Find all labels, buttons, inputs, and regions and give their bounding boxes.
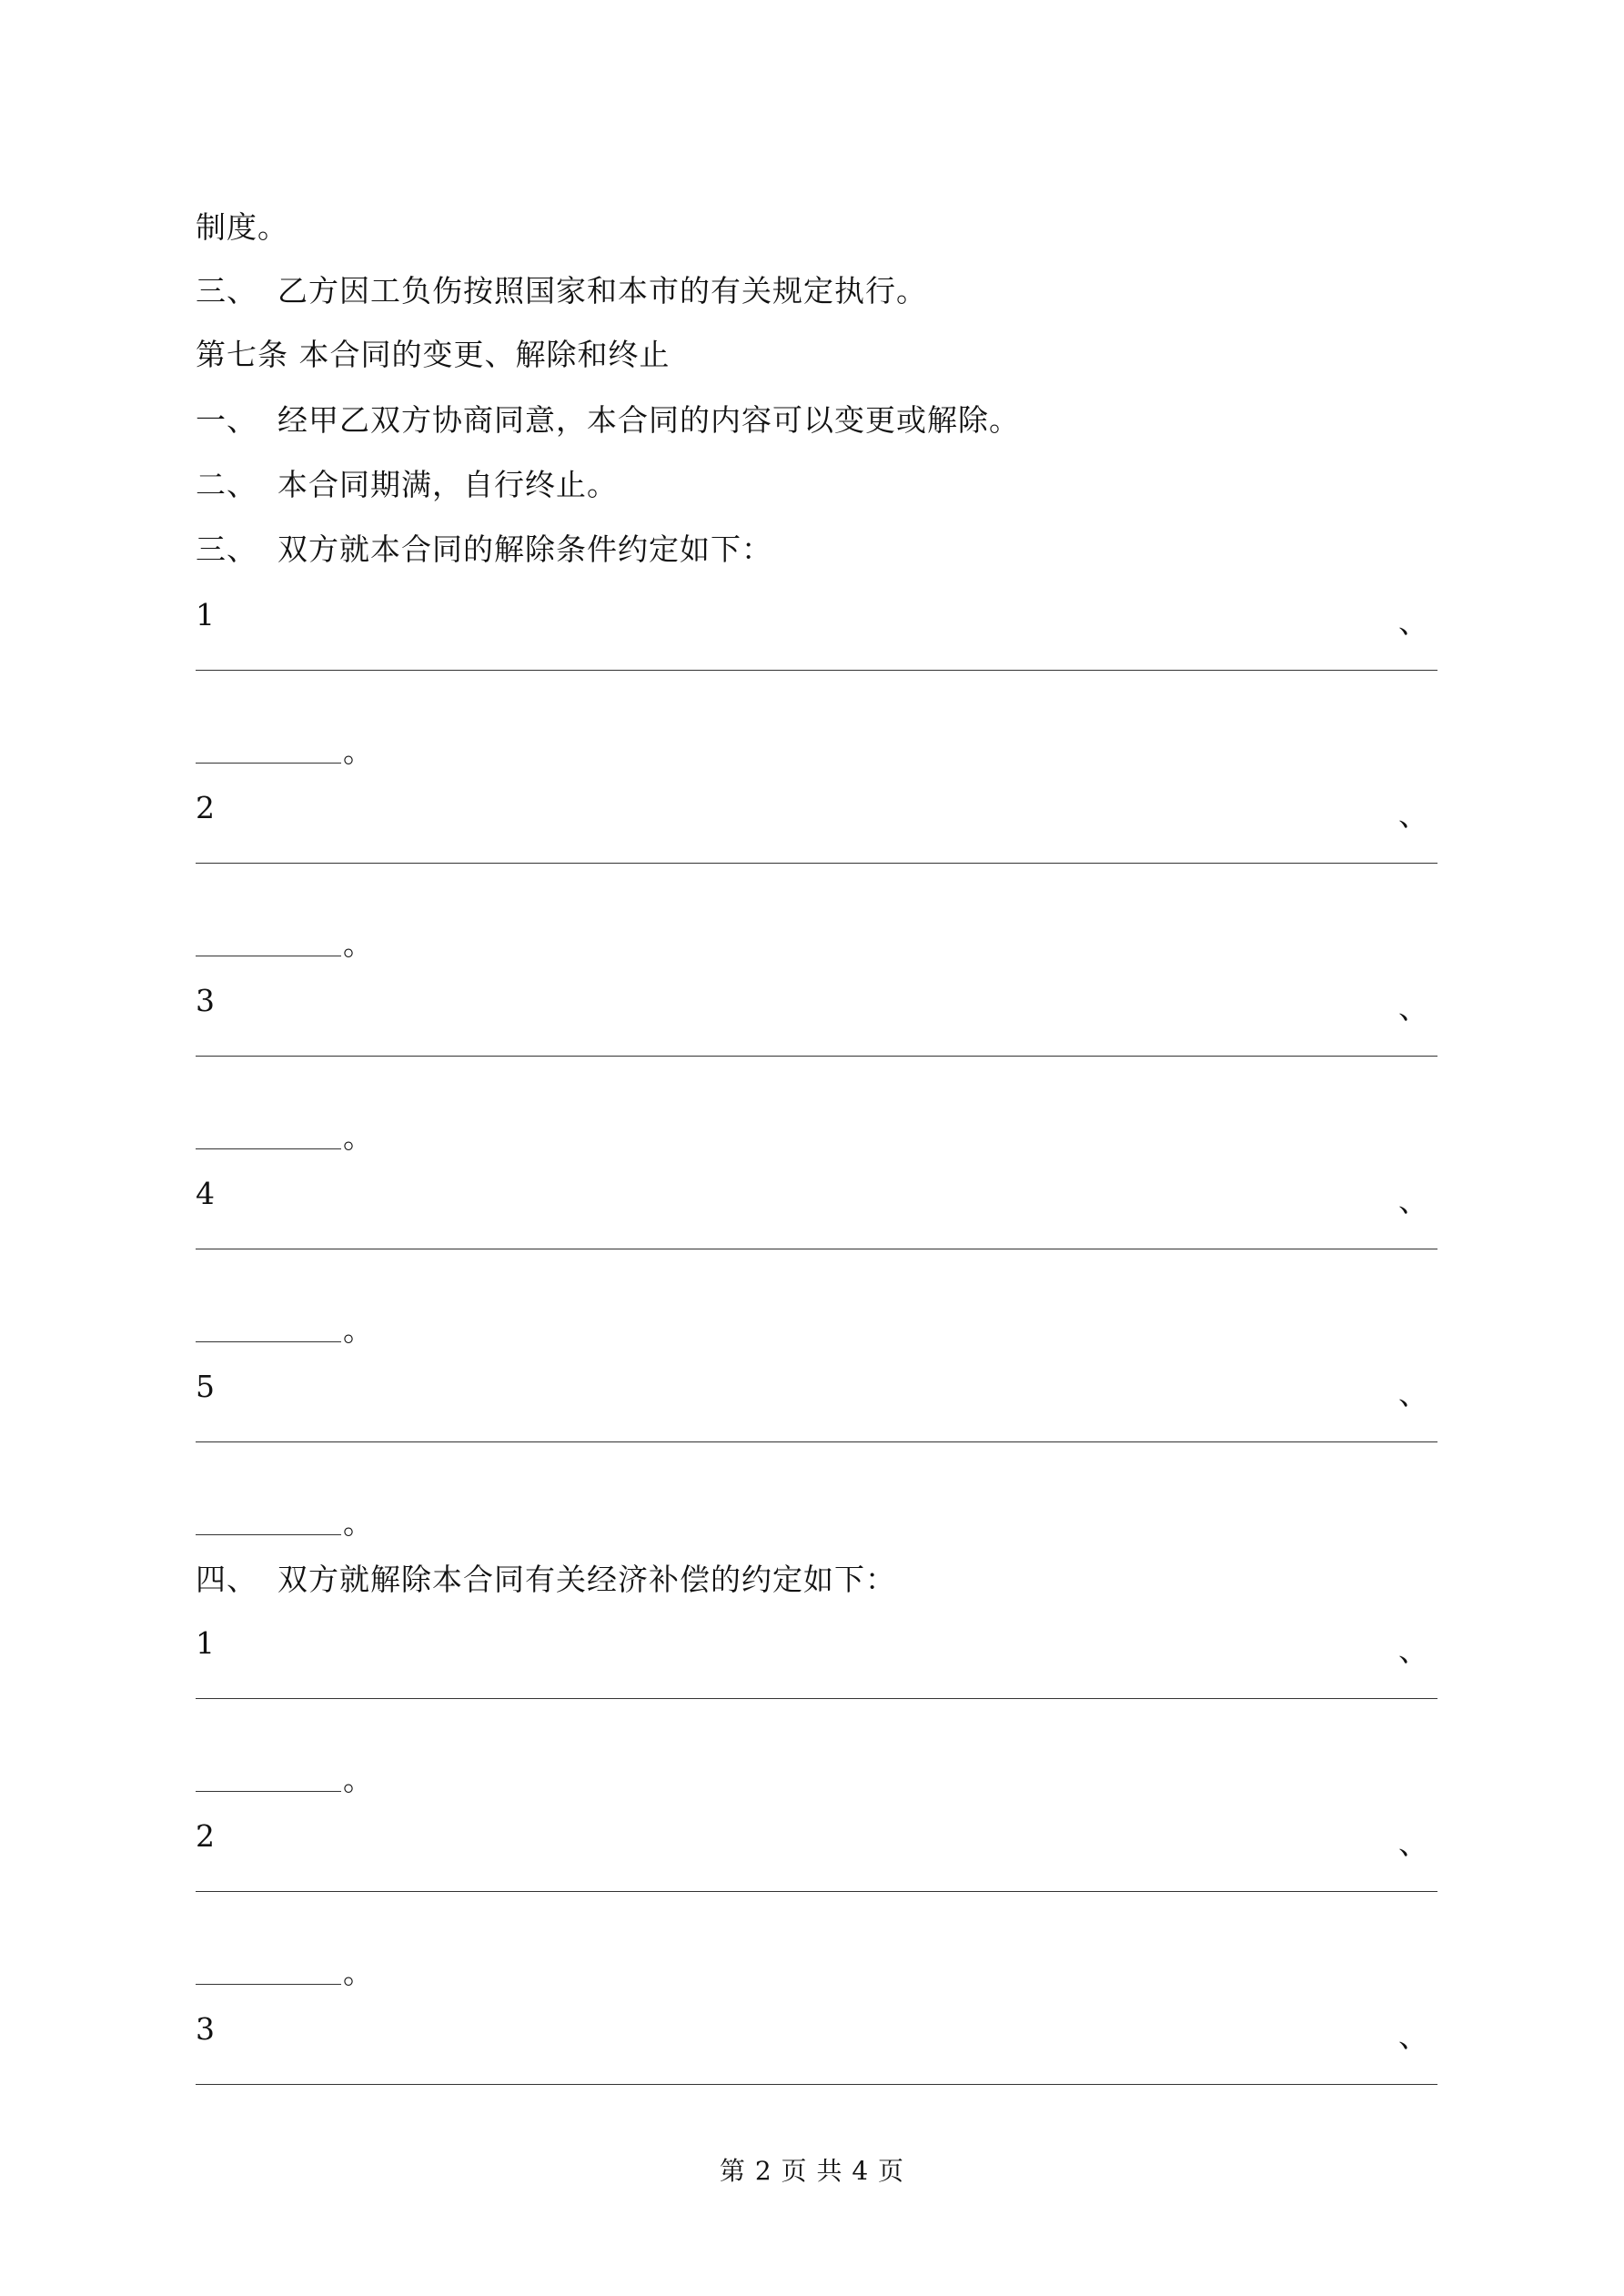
item-period: 。 [343,1955,373,1990]
article-heading [196,337,671,373]
item-number: 2 [196,790,215,825]
paragraph-text: 制度。 [196,209,288,245]
item-comma: 、 [1398,2018,1428,2054]
blank-fill-line[interactable] [196,2084,1437,2085]
item-period: 。 [343,1312,373,1348]
item-number: 1 [196,1625,215,1661]
short-fill-line [196,1341,341,1342]
short-fill-line [196,1791,341,1792]
item-comma: 、 [1398,990,1428,1026]
item-comma: 、 [1398,1826,1428,1861]
compensation-item [196,2011,1437,2102]
item-comma: 、 [1398,604,1428,640]
page-footer [0,2155,1624,2188]
clause-modification [196,402,1020,439]
item-period: 。 [343,926,373,962]
clause-termination-conditions [196,531,772,568]
item-number: 3 [196,2011,215,2047]
item-comma: 、 [1398,797,1428,833]
clause-economic-compensation [196,1562,896,1598]
clause-work-injury [196,273,927,309]
clause-number: 二、 [196,467,257,502]
short-fill-line [196,1148,341,1149]
paragraph-continuation [196,209,288,246]
item-period: 。 [343,1505,373,1541]
short-fill-line [196,1984,341,1985]
clause-number: 三、 [196,273,257,308]
short-fill-line [196,763,341,764]
short-fill-line [196,1534,341,1535]
item-number: 2 [196,1818,215,1854]
blank-fill-line[interactable] [196,863,1437,864]
clause-text: 双方就本合同的解除条件约定如下： [277,531,772,567]
item-number: 4 [196,1176,215,1211]
clause-number: 四、 [196,1562,257,1597]
item-number: 1 [196,597,215,632]
item-number: 5 [196,1369,215,1404]
blank-fill-line[interactable] [196,1698,1437,1699]
item-period: 。 [343,1762,373,1797]
blank-fill-line[interactable] [196,1056,1437,1057]
clause-text: 双方就解除本合同有关经济补偿的约定如下： [277,1562,896,1597]
page-number-text: 第 2 页 共 4 页 [719,2156,905,2186]
clause-expiry [196,467,618,503]
blank-fill-line[interactable] [196,670,1437,671]
clause-text: 乙方因工负伤按照国家和本市的有关规定执行。 [277,273,927,308]
item-comma: 、 [1398,1633,1428,1668]
item-comma: 、 [1398,1183,1428,1219]
item-number: 3 [196,983,215,1018]
clause-text: 经甲乙双方协商同意，本合同的内容可以变更或解除。 [277,402,1020,438]
clause-number: 一、 [196,402,257,438]
clause-text: 本合同期满，自行终止。 [277,467,618,502]
item-period: 。 [343,733,373,769]
article-title: 第七条 本合同的变更、解除和终止 [196,337,671,372]
blank-fill-line[interactable] [196,1891,1437,1892]
item-period: 。 [343,1119,373,1155]
clause-number: 三、 [196,531,257,567]
blank-fill-line[interactable] [196,1441,1437,1442]
item-comma: 、 [1398,1376,1428,1411]
